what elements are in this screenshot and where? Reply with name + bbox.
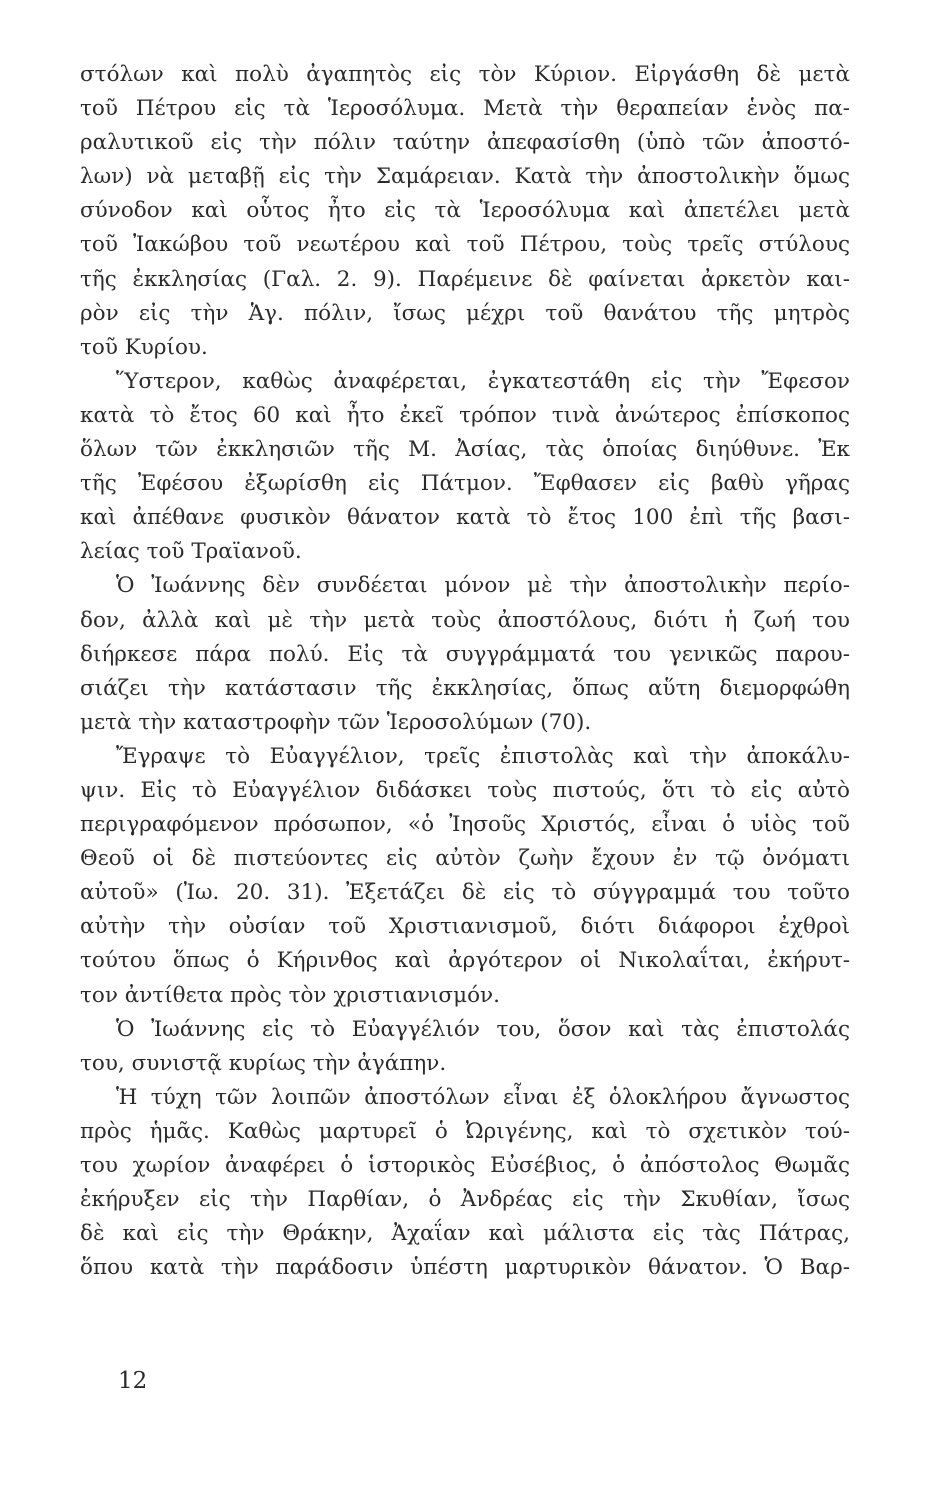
text-line: Θεοῦ οἱ δὲ πιστεύοντες εἰς αὐτὸν ζωὴν ἔχουν ἐν τῷ ὀνόματι bbox=[80, 846, 850, 872]
text-line: ὅπου κατὰ τὴν παράδοσιν ὑπέστη μαρτυρικὸν θάνατον. Ὁ Βαρ- bbox=[80, 1255, 850, 1281]
text-line: στόλων καὶ πολὺ ἀγαπητὸς εἰς τὸν Κύριον. Εἰργάσθη δὲ μετὰ bbox=[80, 62, 850, 87]
paragraph-start-line: Ἡ τύχη τῶν λοιπῶν ἀποστόλων εἶναι ἐξ ὁλοκλήρου ἄγνωστος bbox=[116, 1084, 850, 1110]
text-line: ἐκήρυξεν εἰς τὴν Παρθίαν, ὁ Ἀνδρέας εἰς τὴν Σκυθίαν, ἴσως bbox=[80, 1187, 850, 1213]
text-line: τῆς Ἐφέσου ἐξωρίσθη εἰς Πάτμον. Ἔφθασεν εἰς βαθὺ γῆρας bbox=[80, 471, 850, 497]
text-line: λείας τοῦ Τραϊανοῦ. bbox=[80, 539, 302, 565]
text-line: τούτου ὅπως ὁ Κήρινθος καὶ ἀργότερον οἱ Νικολαΐται, ἐκήρυτ- bbox=[80, 948, 850, 974]
text-line: ψιν. Εἰς τὸ Εὐαγγέλιον διδάσκει τοὺς πιστούς, ὅτι τὸ εἰς αὐτὸ bbox=[80, 777, 850, 803]
text-line: αὐτοῦ» (Ἰω. 20. 31). Ἐξετάζει δὲ εἰς τὸ σύγγραμμά του τοῦτο bbox=[80, 880, 850, 906]
text-line: τοῦ Ἰακώβου τοῦ νεωτέρου καὶ τοῦ Πέτρου, τοὺς τρεῖς στύλους bbox=[80, 232, 850, 258]
text-line: αὐτὴν τὴν οὐσίαν τοῦ Χριστιανισμοῦ, διότι διάφοροι ἐχθροὶ bbox=[80, 914, 850, 940]
text-line: ρὸν εἰς τὴν Ἁγ. πόλιν, ἴσως μέχρι τοῦ θανάτου τῆς μητρὸς bbox=[80, 300, 850, 326]
text-line: τοῦ Κυρίου. bbox=[80, 334, 208, 360]
paragraph-start-line: Ὕστερον, καθὼς ἀναφέρεται, ἐγκατεστάθη εἰς τὴν Ἔφεσον bbox=[116, 368, 850, 394]
text-line: πρὸς ἡμᾶς. Καθὼς μαρτυρεῖ ὁ Ὠριγένης, καὶ τὸ σχετικὸν τού- bbox=[80, 1118, 850, 1144]
body-text bbox=[80, 58, 850, 1285]
text-line: καὶ ἀπέθανε φυσικὸν θάνατον κατὰ τὸ ἔτος 100 ἐπὶ τῆς βασι- bbox=[80, 505, 850, 531]
text-line: του, συνιστᾷ κυρίως τὴν ἀγάπην. bbox=[80, 1050, 447, 1076]
text-line: τοῦ Πέτρου εἰς τὰ Ἱεροσόλυμα. Μετὰ τὴν θεραπείαν ἑνὸς πα- bbox=[80, 96, 850, 122]
paragraph-start-line: Ὁ Ἰωάννης εἰς τὸ Εὐαγγέλιόν του, ὅσον καὶ τὰς ἐπιστολάς bbox=[116, 1016, 850, 1042]
text-line: δὲ καὶ εἰς τὴν Θράκην, Ἀχαΐαν καὶ μάλιστα εἰς τὰς Πάτρας, bbox=[80, 1221, 850, 1247]
text-line: κατὰ τὸ ἔτος 60 καὶ ἦτο ἐκεῖ τρόπον τινὰ ἀνώτερος ἐπίσκοπος bbox=[80, 402, 850, 428]
text-line: διήρκεσε πάρα πολύ. Εἰς τὰ συγγράμματά του γενικῶς παρου- bbox=[80, 641, 850, 667]
text-line: ραλυτικοῦ εἰς τὴν πόλιν ταύτην ἀπεφασίσθη (ὑπὸ τῶν ἀποστό- bbox=[80, 130, 850, 156]
text-line: σιάζει τὴν κατάστασιν τῆς ἐκκλησίας, ὅπως αὕτη διεμορφώθη bbox=[80, 675, 850, 701]
text-line: δον, ἀλλὰ καὶ μὲ τὴν μετὰ τοὺς ἀποστόλους, διότι ἡ ζωή του bbox=[80, 607, 850, 633]
text-line: λων) νὰ μεταβῇ εἰς τὴν Σαμάρειαν. Κατὰ τὴν ἀποστολικὴν ὅμως bbox=[80, 164, 850, 190]
text-line: σύνοδον καὶ οὗτος ἦτο εἰς τὰ Ἱεροσόλυμα καὶ ἀπετέλει μετὰ bbox=[80, 198, 850, 224]
paragraph-start-line: Ὁ Ἰωάννης δὲν συνδέεται μόνον μὲ τὴν ἀποστολικὴν περίο- bbox=[116, 573, 850, 599]
text-line: ὅλων τῶν ἐκκλησιῶν τῆς Μ. Ἀσίας, τὰς ὁποίας διηύθυνε. Ἐκ bbox=[80, 437, 850, 463]
text-line: τῆς ἐκκλησίας (Γαλ. 2. 9). Παρέμεινε δὲ φαίνεται ἀρκετὸν και- bbox=[80, 266, 850, 292]
text-line: περιγραφόμενον πρόσωπον, «ὁ Ἰησοῦς Χριστός, εἶναι ὁ υἱὸς τοῦ bbox=[80, 812, 850, 838]
text-line: μετὰ τὴν καταστροφὴν τῶν Ἱεροσολύμων (70). bbox=[80, 709, 592, 735]
paragraph-start-line: Ἔγραψε τὸ Εὐαγγέλιον, τρεῖς ἐπιστολὰς καὶ τὴν ἀποκάλυ- bbox=[116, 743, 850, 769]
text-line: τον ἀντίθετα πρὸς τὸν χριστιανισμόν. bbox=[80, 982, 500, 1008]
text-line: του χωρίον ἀναφέρει ὁ ἱστορικὸς Εὐσέβιος, ὁ ἀπόστολος Θωμᾶς bbox=[80, 1153, 850, 1178]
page-number: 12 bbox=[118, 1368, 148, 1394]
